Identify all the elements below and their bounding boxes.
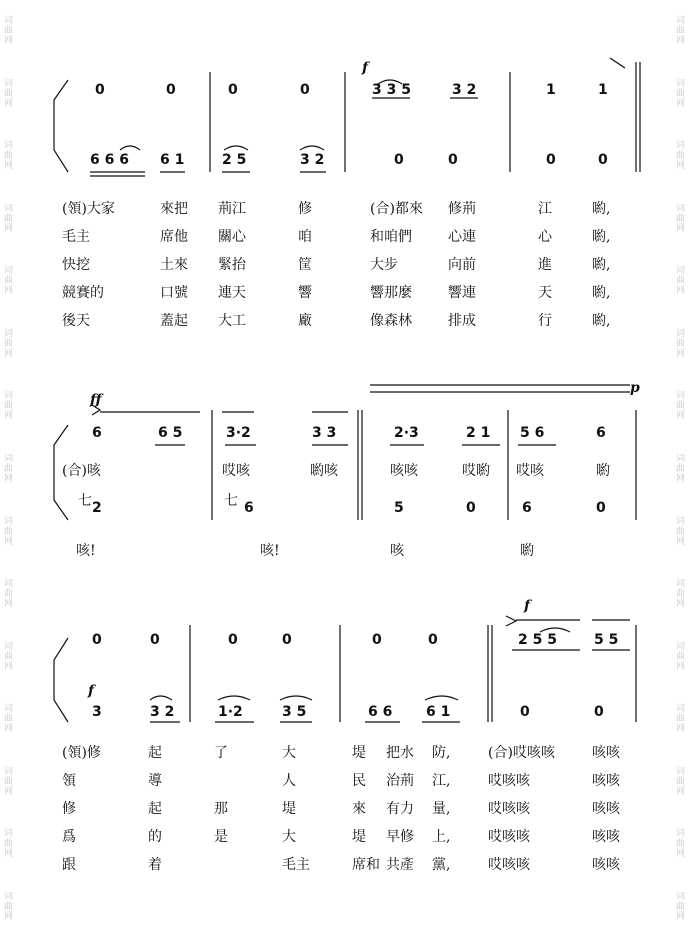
note: 0	[448, 152, 458, 168]
lyric: 席他	[160, 229, 188, 245]
note: 2 5	[222, 152, 247, 168]
note: 3 2	[300, 152, 325, 168]
watermark-text: 词曲网	[676, 141, 686, 172]
watermark-text: 词曲网	[676, 16, 686, 47]
lyric: 廠	[298, 313, 312, 329]
lyric: 響	[298, 285, 312, 301]
watermark-text: 词曲网	[676, 391, 686, 422]
note: 3 3 5	[372, 82, 411, 98]
lyric: 像森林	[370, 313, 412, 329]
lyric: 心連	[448, 229, 476, 245]
watermark-text: 词曲网	[4, 203, 14, 234]
note: 0	[594, 704, 604, 720]
note: 1	[546, 82, 556, 98]
lyric: 喲咳	[310, 463, 338, 479]
lyric: 大	[282, 829, 296, 845]
note: 0	[520, 704, 530, 720]
lyric: 大工	[218, 313, 246, 329]
lyric: 堤	[352, 829, 366, 845]
lyric: 競賽的	[62, 285, 104, 301]
lyric: 行	[538, 313, 552, 329]
watermark-text: 词曲网	[4, 829, 14, 860]
lyric: 哎喲	[462, 463, 490, 479]
dynamic-mark-f-upper: f	[524, 598, 531, 614]
lyric: 響連	[448, 285, 476, 301]
lyric: 着	[148, 857, 162, 873]
lyric: 連天	[218, 285, 246, 301]
dynamic-mark-ff: ff	[90, 392, 102, 408]
system3-brace	[54, 638, 68, 722]
lyric: 量,	[432, 801, 451, 817]
note: 0	[466, 500, 476, 516]
lyric: 起	[148, 801, 162, 817]
lyric: 咳咳	[592, 801, 620, 817]
note: 0	[300, 82, 310, 98]
note: 6 6 6	[90, 152, 129, 168]
note: 1·2	[218, 704, 243, 720]
lyric: 咳咳	[390, 463, 418, 479]
lyric: 領	[62, 773, 76, 789]
note: 5 6	[520, 425, 545, 441]
watermark-text: 词曲网	[676, 829, 686, 860]
lyric: 喲	[596, 463, 610, 479]
lyric: 爲	[62, 829, 76, 845]
lyric: 咳咳	[592, 745, 620, 761]
watermark-text: 词曲网	[4, 766, 14, 797]
watermark-text: 词曲网	[676, 203, 686, 234]
watermark-text: 词曲网	[4, 16, 14, 47]
note: 6	[522, 500, 532, 516]
watermark-text: 词曲网	[4, 266, 14, 297]
note: 6 1	[426, 704, 451, 720]
note: 3·2	[226, 425, 251, 441]
watermark-text: 词曲网	[4, 704, 14, 735]
note: 0	[428, 632, 438, 648]
note-prefix: 七	[224, 493, 238, 509]
lyric: 民	[352, 773, 366, 789]
lyric: 治荊	[386, 773, 414, 789]
lyric: 和咱們	[370, 229, 412, 245]
lyric: 咳咳	[592, 857, 620, 873]
lyric: 修	[62, 801, 76, 817]
lyric: 向前	[448, 257, 476, 273]
lyric: 心	[538, 229, 552, 245]
note: 3 2	[452, 82, 477, 98]
lyric: 早修	[386, 829, 414, 845]
note: 3 5	[282, 704, 307, 720]
lyric: 來	[352, 801, 366, 817]
watermark-text: 词曲网	[4, 78, 14, 109]
note: 0	[596, 500, 606, 516]
lyric: 進	[538, 257, 552, 273]
note: 0	[150, 632, 160, 648]
note: 3 2	[150, 704, 175, 720]
lyric: 天	[538, 285, 552, 301]
note: 6 5	[158, 425, 183, 441]
watermark-text: 词曲网	[676, 78, 686, 109]
lyric: 人	[282, 773, 296, 789]
note: 6	[92, 425, 102, 441]
note: 0	[228, 82, 238, 98]
lyric: (合)哎咳咳	[488, 745, 555, 761]
lyric: 喲	[520, 543, 534, 559]
watermark-text: 词曲网	[4, 516, 14, 547]
lyric: 黨,	[432, 857, 451, 873]
lyric: 堤	[352, 745, 366, 761]
lyric: 導	[148, 773, 162, 789]
lyric: 哎咳	[516, 463, 544, 479]
lyric: 有力	[386, 801, 414, 817]
lyric: 大步	[370, 257, 398, 273]
lyric: 哎咳咳	[488, 773, 530, 789]
note: 6 1	[160, 152, 185, 168]
watermark-text: 词曲网	[4, 891, 14, 922]
watermark-text: 词曲网	[676, 579, 686, 610]
dynamic-mark-f-lower: f	[88, 683, 95, 699]
lyric: 響那麼	[370, 285, 412, 301]
lyric: 筐	[298, 257, 312, 273]
lyric: 席和	[352, 857, 380, 873]
note: 0	[394, 152, 404, 168]
lyric: 堤	[282, 801, 296, 817]
lyric: 江,	[432, 773, 451, 789]
lyric: 防,	[432, 745, 451, 761]
dynamic-mark-p: p	[630, 380, 640, 396]
watermark-text: 词曲网	[676, 641, 686, 672]
watermark-text: 词曲网	[4, 328, 14, 359]
lyric: 蓋起	[160, 313, 188, 329]
note: 6 6	[368, 704, 393, 720]
watermark-text: 词曲网	[676, 516, 686, 547]
lyric: 荊江	[218, 201, 246, 217]
lyric: 快挖	[62, 257, 90, 273]
lyric: 跟	[62, 857, 76, 873]
lyric: 是	[214, 829, 228, 845]
lyric: 哎咳咳	[488, 829, 530, 845]
note: 5	[394, 500, 404, 516]
lyric: 毛主	[282, 857, 310, 873]
lyric: 咳	[390, 543, 404, 559]
lyric: 咱	[298, 229, 312, 245]
lyric: (合)都來	[370, 201, 423, 217]
system1-brace	[54, 80, 68, 172]
lyric: 那	[214, 801, 228, 817]
lyric: 起	[148, 745, 162, 761]
note: 0	[546, 152, 556, 168]
lyric: 修荊	[448, 201, 476, 217]
lyric: 哎咳咳	[488, 857, 530, 873]
note: 2·3	[394, 425, 419, 441]
note: 1	[598, 82, 608, 98]
lyric: 咳!	[260, 543, 280, 559]
lyric: 了	[214, 745, 228, 761]
lyric: 喲,	[592, 257, 611, 273]
lyric: 喲,	[592, 313, 611, 329]
note: 3 3	[312, 425, 337, 441]
lyric: 咳咳	[592, 773, 620, 789]
watermark-text: 词曲网	[676, 704, 686, 735]
watermark-text: 词曲网	[4, 391, 14, 422]
lyric: 江	[538, 201, 552, 217]
watermark-text: 词曲网	[4, 453, 14, 484]
note: 2 5 5	[518, 632, 557, 648]
lyric: (合)咳	[62, 463, 101, 479]
note: 5 5	[594, 632, 619, 648]
note: 0	[598, 152, 608, 168]
note-prefix: 七	[78, 493, 92, 509]
lyric: 緊抬	[218, 257, 246, 273]
watermark-text: 词曲网	[676, 891, 686, 922]
note: 0	[228, 632, 238, 648]
note: 6	[596, 425, 606, 441]
lyric: 喲,	[592, 201, 611, 217]
lyric: 修	[298, 201, 312, 217]
lyric: 的	[148, 829, 162, 845]
note: 3	[92, 704, 102, 720]
watermark-text: 词曲网	[4, 141, 14, 172]
watermark-text: 词曲网	[676, 766, 686, 797]
lyric: 後天	[62, 313, 90, 329]
note: 0	[372, 632, 382, 648]
lyric: 咳!	[76, 543, 96, 559]
lyric: 土來	[160, 257, 188, 273]
dynamic-mark: f	[362, 60, 369, 76]
lyric: 上,	[432, 829, 451, 845]
lyric: 關心	[218, 229, 246, 245]
note: 6	[244, 500, 254, 516]
lyric: 哎咳	[222, 463, 250, 479]
lyric: (領)大家	[62, 201, 115, 217]
lyric: (領)修	[62, 745, 101, 761]
note: 0	[92, 632, 102, 648]
lyric: 排成	[448, 313, 476, 329]
watermark-text: 词曲网	[4, 579, 14, 610]
note: 2 1	[466, 425, 491, 441]
lyric: 咳咳	[592, 829, 620, 845]
lyric: 大	[282, 745, 296, 761]
note: 0	[166, 82, 176, 98]
watermark-text: 词曲网	[4, 641, 14, 672]
lyric: 共產	[386, 857, 414, 873]
note: 0	[95, 82, 105, 98]
note: 2	[92, 500, 102, 516]
lyric: 哎咳咳	[488, 801, 530, 817]
lyric: 喲,	[592, 285, 611, 301]
note: 0	[282, 632, 292, 648]
watermark-text: 词曲网	[676, 453, 686, 484]
lyric: 把水	[386, 745, 414, 761]
watermark-text: 词曲网	[676, 266, 686, 297]
lyric: 口號	[160, 285, 188, 301]
watermark-text: 词曲网	[676, 328, 686, 359]
lyric: 喲,	[592, 229, 611, 245]
lyric: 來把	[160, 201, 188, 217]
lyric: 毛主	[62, 229, 90, 245]
